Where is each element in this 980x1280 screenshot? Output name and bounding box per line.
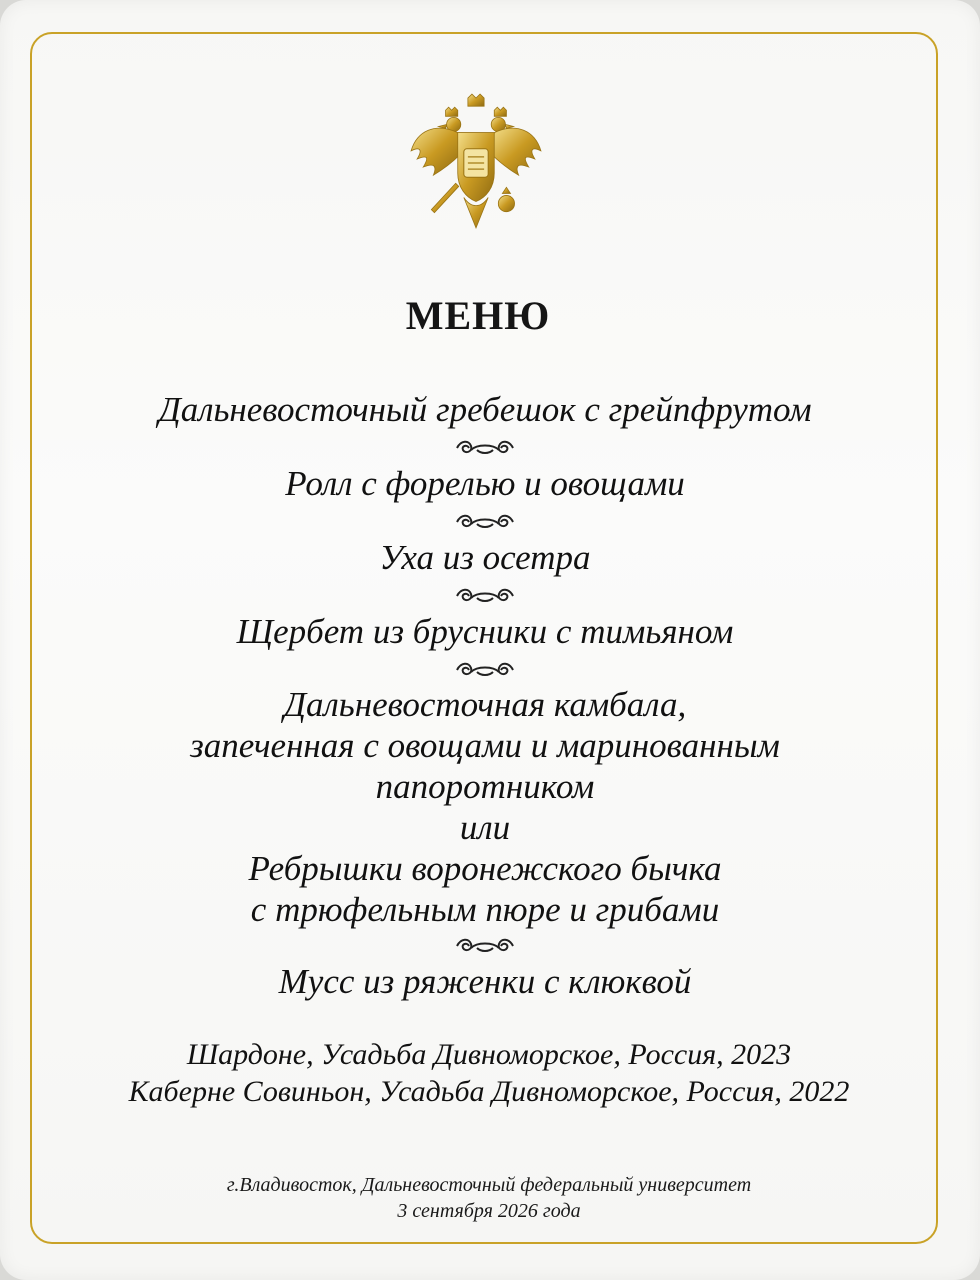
course-line: Ребрышки воронежского бычка: [248, 849, 722, 888]
course-line-or: или: [459, 808, 511, 847]
double-headed-eagle-emblem-icon: [405, 92, 547, 234]
scroll-ornament-icon: [453, 510, 517, 532]
footer-place: г.Владивосток, Дальневосточный федеральный университет: [226, 1174, 752, 1196]
wine-list: [0, 1036, 978, 1110]
course-item: [0, 536, 970, 580]
course-item: [0, 388, 970, 432]
scroll-ornament-icon: [453, 934, 517, 956]
wine-item: Шардоне, Усадьба Дивноморское, Россия, 2023: [186, 1038, 792, 1071]
course-line: с трюфельным пюре и грибами: [250, 890, 720, 929]
scroll-ornament-icon: [453, 658, 517, 680]
menu-courses: [0, 388, 970, 1004]
wine-item: Каберне Совиньон, Усадьба Дивноморское, Россия, 2022: [128, 1075, 850, 1108]
course-item-main: [0, 684, 970, 930]
menu-footer: [0, 1172, 978, 1224]
course-line: запеченная с овощами и маринованным: [190, 726, 780, 765]
course-line: папоротником: [375, 767, 595, 806]
course-line: Щербет из брусники с тимьяном: [236, 612, 734, 651]
course-item: [0, 960, 970, 1004]
course-line: Мусс из ряженки с клюквой: [278, 962, 692, 1001]
menu-title: МЕНЮ: [405, 293, 551, 338]
course-line: Уха из осетра: [379, 538, 591, 577]
scroll-ornament-icon: [453, 436, 517, 458]
course-line: Дальневосточный гребешок с грейпфрутом: [158, 390, 812, 429]
course-item: [0, 462, 970, 506]
course-line: Дальневосточная камбала,: [283, 685, 687, 724]
course-item: [0, 610, 970, 654]
course-line: Ролл с форелью и овощами: [285, 464, 685, 503]
scroll-ornament-icon: [453, 584, 517, 606]
footer-date: 3 сентября 2026 года: [397, 1200, 581, 1222]
